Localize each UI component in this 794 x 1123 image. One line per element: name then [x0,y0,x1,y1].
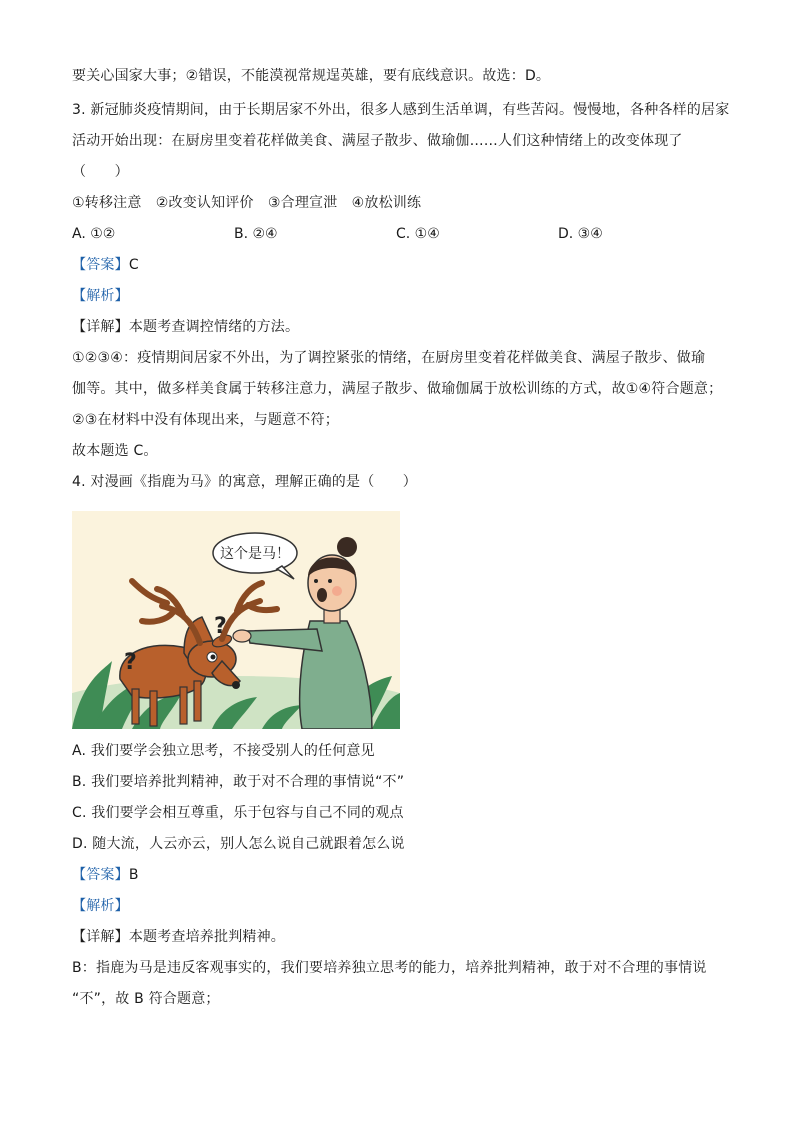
q3-conclusion: 故本题选 C。 [72,443,158,459]
q4-explanation: B：指鹿为马是违反客观事实的，我们要培养独立思考的能力，培养批判精神，敢于对不合理的事情说 [72,960,707,976]
q3-explanation: ①②③④：疫情期间居家不外出，为了调控紧张的情绪，在厨房里变着花样做美食、满屋子散步、做瑜 [72,350,706,366]
detail-tag: 【详解】 [72,319,129,335]
q3-option-b: B. ②④ [234,226,278,242]
q4-option-c: C. 我们要学会相互尊重，乐于包容与自己不同的观点 [72,805,404,821]
q4-option-a: A. 我们要学会独立思考，不接受别人的任何意见 [72,743,375,759]
q4-option-d: D. 随大流，人云亦云，别人怎么说自己就跟着怎么说 [72,836,405,852]
detail-tag: 【详解】 [72,929,129,945]
q4-answer-line [72,865,139,885]
question-3-blank: （ ） [72,164,129,180]
answer-tag: 【答案】 [72,257,129,273]
question-3-items: ①转移注意 ②改变认知评价 ③合理宣泄 ④放松训练 [72,195,422,211]
q3-analysis-tag [72,286,129,306]
answer-value: C [128,257,139,273]
question-3-stem: 3. 新冠肺炎疫情期间，由于长期居家不外出，很多人感到生活单调，有些苦闷。慢慢地，各种各样的居家 [72,102,730,118]
text-line: 要关心国家大事；②错误，不能漠视常规逞英雄，要有底线意识。故选：D。 [72,68,551,84]
q4-detail-line [72,927,285,947]
answer-tag: 【答案】 [72,867,129,883]
q4-explanation: “不”，故 B 符合题意； [72,991,220,1007]
detail-text: 本题考查调控情绪的方法。 [128,319,300,335]
q4-analysis-tag [72,896,129,916]
q3-explanation: ②③在材料中没有体现出来，与题意不符； [72,412,339,428]
analysis-tag: 【解析】 [72,288,129,304]
q4-option-b: B. 我们要培养批判精神，敢于对不合理的事情说“不” [72,774,405,790]
q3-answer-line [72,255,139,275]
cartoon-image [72,511,400,729]
question-mark-icon: ? [124,650,137,675]
q3-explanation: 伽等。其中，做多样美食属于转移注意力，满屋子散步、做瑜伽属于放松训练的方式，故①④符合题意； [72,381,723,397]
question-3-stem-cont: 活动开始出现：在厨房里变着花样做美食、满屋子散步、做瑜伽……人们这种情绪上的改变体现了 [72,133,683,149]
speech-text: 这个是马！ [220,546,290,562]
answer-value: B [128,867,139,883]
detail-text: 本题考查培养批判精神。 [128,929,286,945]
cartoon-svg [72,511,400,729]
question-4-stem: 4. 对漫画《指鹿为马》的寓意，理解正确的是（ ） [72,474,418,490]
q3-detail-line [72,317,299,337]
analysis-tag: 【解析】 [72,898,129,914]
q3-option-c: C. ①④ [396,226,440,242]
q3-option-a: A. ①② [72,226,116,242]
question-mark-icon: ? [214,614,227,639]
q3-option-d: D. ③④ [558,226,603,242]
